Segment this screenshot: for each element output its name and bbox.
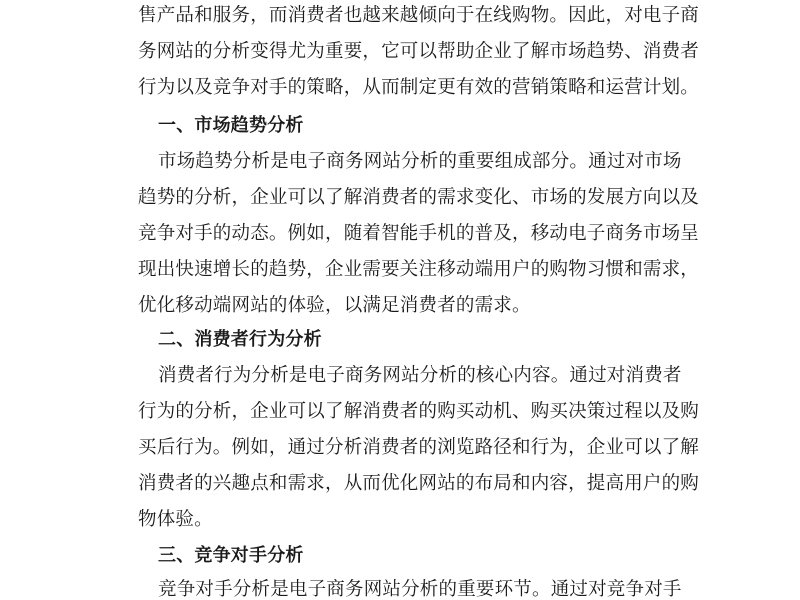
paragraph-line: 竞争对手分析是电子商务网站分析的重要环节。通过对竞争对手 — [158, 579, 682, 600]
paragraph-line: 优化移动端网站的体验，以满足消费者的需求。 — [138, 295, 531, 316]
paragraph-line: 趋势的分析，企业可以了解消费者的需求变化、市场的发展方向以及 — [138, 187, 700, 208]
intro-line: 行为以及竞争对手的策略，从而制定更有效的营销策略和运营计划。 — [138, 77, 700, 98]
section-heading-consumer-behavior: 二、消费者行为分析 — [158, 329, 322, 350]
paragraph-line: 竞争对手的动态。例如，随着智能手机的普及，移动电子商务市场呈 — [138, 223, 700, 244]
paragraph-line: 消费者的兴趣点和需求，从而优化网站的布局和内容，提高用户的购 — [138, 473, 700, 494]
paragraph-line: 消费者行为分析是电子商务网站分析的核心内容。通过对消费者 — [158, 365, 682, 386]
intro-line: 售产品和服务，而消费者也越来越倾向于在线购物。因此，对电子商 — [138, 5, 700, 26]
section-heading-competitor: 三、竞争对手分析 — [158, 545, 304, 566]
paragraph-line: 买后行为。例如，通过分析消费者的浏览路径和行为，企业可以了解 — [138, 437, 700, 458]
paragraph-line: 市场趋势分析是电子商务网站分析的重要组成部分。通过对市场 — [158, 151, 682, 172]
intro-line: 务网站的分析变得尤为重要，它可以帮助企业了解市场趋势、消费者 — [138, 41, 700, 62]
section-heading-market-trend: 一、市场趋势分析 — [158, 115, 304, 136]
paragraph-line: 现出快速增长的趋势，企业需要关注移动端用户的购物习惯和需求， — [138, 259, 700, 280]
paragraph-line: 行为的分析，企业可以了解消费者的购买动机、购买决策过程以及购 — [138, 401, 700, 422]
paragraph-line: 物体验。 — [138, 509, 213, 530]
